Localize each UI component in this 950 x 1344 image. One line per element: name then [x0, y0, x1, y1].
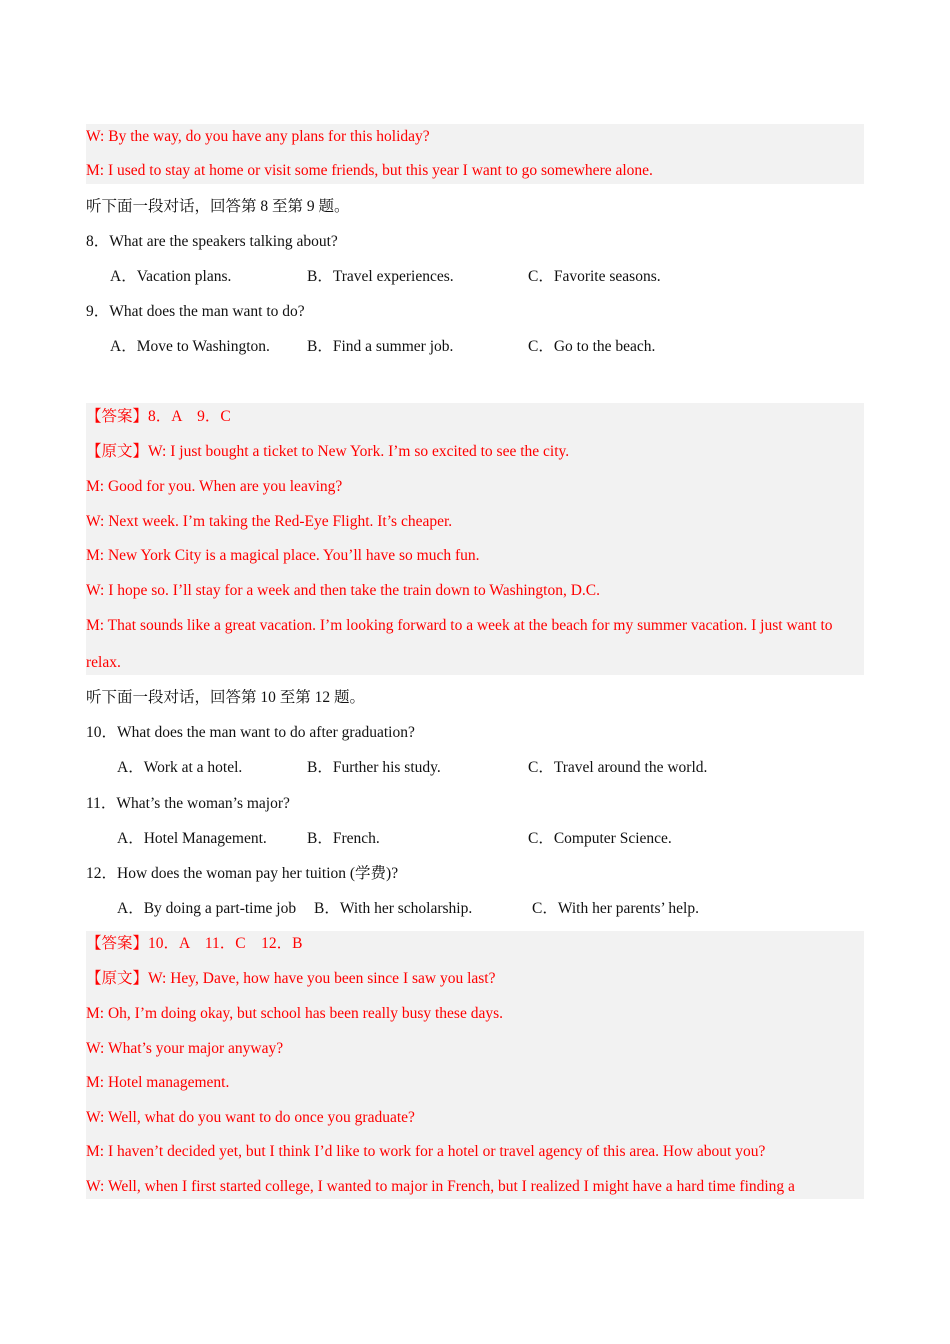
- transcript-line: M: Good for you. When are you leaving?: [86, 478, 343, 495]
- answer-key: 【答案】8．A 9．C: [86, 408, 231, 425]
- transcript-line: W: What’s your major anyway?: [86, 1040, 284, 1057]
- transcript-line: M: Oh, I’m doing okay, but school has been really busy these days.: [86, 1005, 503, 1022]
- transcript-line: W: Well, when I first started college, I wanted to major in French, but I realized I might have a hard time finding a: [86, 1178, 795, 1195]
- option-b: B．With her scholarship.: [314, 900, 473, 917]
- transcript-line: 【原文】W: Hey, Dave, how have you been since I saw you last?: [86, 970, 496, 987]
- option-a: A．Move to Washington.: [110, 338, 270, 355]
- option-a: A．Hotel Management.: [117, 830, 267, 847]
- option-a: A．Work at a hotel.: [117, 759, 243, 776]
- option-c: C．Travel around the world.: [528, 759, 708, 776]
- transcript-line: M: I haven’t decided yet, but I think I’d like to work for a hotel or travel agency of this area. How about you?: [86, 1143, 766, 1160]
- transcript-line: W: Next week. I’m taking the Red-Eye Flight. It’s cheaper.: [86, 513, 453, 530]
- question-stem: 11．What’s the woman’s major?: [86, 795, 290, 812]
- transcript-line: W: Well, what do you want to do once you graduate?: [86, 1109, 415, 1126]
- option-a: A．By doing a part-time job: [117, 900, 297, 917]
- question-stem: 8．What are the speakers talking about?: [86, 233, 338, 250]
- option-c: C．With her parents’ help.: [532, 900, 699, 917]
- transcript-line: W: I hope so. I’ll stay for a week and then take the train down to Washington, D.C.: [86, 582, 601, 599]
- option-c: C．Go to the beach.: [528, 338, 656, 355]
- question-stem: 10．What does the man want to do after graduation?: [86, 724, 415, 741]
- transcript-line: W: By the way, do you have any plans for this holiday?: [86, 128, 430, 145]
- option-b: B．Travel experiences.: [307, 268, 454, 285]
- transcript-line: M: Hotel management.: [86, 1074, 230, 1091]
- answer-key: 【答案】10．A 11．C 12．B: [86, 935, 303, 952]
- option-b: B．French.: [307, 830, 380, 847]
- transcript-line: M: I used to stay at home or visit some friends, but this year I want to go somewhere alone.: [86, 162, 653, 179]
- option-a: A．Vacation plans.: [110, 268, 232, 285]
- option-b: B．Find a summer job.: [307, 338, 454, 355]
- question-stem: 12．How does the woman pay her tuition (学费)?: [86, 865, 399, 882]
- option-b: B．Further his study.: [307, 759, 441, 776]
- section-instruction: 听下面一段对话，回答第 10 至第 12 题。: [86, 689, 366, 706]
- transcript-line: 【原文】W: I just bought a ticket to New York. I’m so excited to see the city.: [86, 443, 570, 460]
- question-stem: 9．What does the man want to do?: [86, 303, 305, 320]
- section-instruction: 听下面一段对话，回答第 8 至第 9 题。: [86, 198, 350, 215]
- transcript-line: M: That sounds like a great vacation. I’m looking forward to a week at the beach for my summer vacation. I just want to relax.: [86, 617, 833, 671]
- option-c: C．Computer Science.: [528, 830, 672, 847]
- transcript-line: M: New York City is a magical place. You’ll have so much fun.: [86, 547, 480, 564]
- option-c: C．Favorite seasons.: [528, 268, 661, 285]
